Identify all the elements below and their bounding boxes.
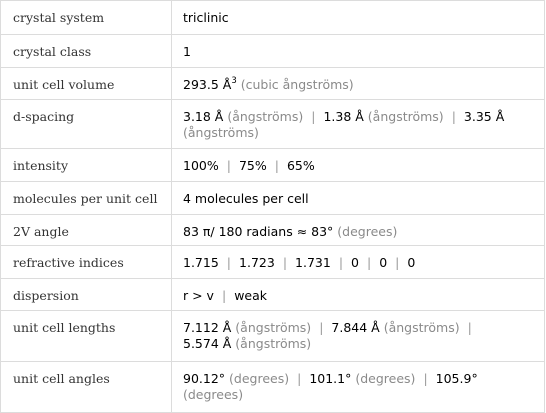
value-text: 293.5 Å [183, 77, 232, 92]
row-value: 4 molecules per cell [172, 182, 545, 215]
value-text: 0 [351, 255, 359, 270]
row-label: unit cell volume [1, 68, 172, 100]
separator: | [282, 255, 288, 270]
row-label: refractive indices [1, 246, 172, 279]
table-row [1, 311, 545, 362]
row-value [172, 311, 545, 362]
value-text: 1.715 [183, 255, 219, 270]
separator: | [395, 255, 400, 270]
table-row [1, 1, 545, 35]
value-text: 3.35 Å [463, 109, 505, 124]
separator: | [297, 371, 302, 386]
row-value: 1 [172, 35, 545, 68]
separator: | [221, 288, 227, 303]
separator: | [367, 255, 372, 270]
value-text: 1.38 Å [323, 109, 364, 124]
table-row [1, 246, 545, 279]
table-row [1, 68, 545, 100]
value-text: 0 [379, 255, 388, 270]
value-text: 7.844 Å [331, 320, 380, 335]
unit-text: (degrees) [183, 387, 244, 402]
unit-text: (degrees) [355, 371, 416, 386]
separator: | [319, 320, 324, 335]
table-row [1, 182, 545, 215]
unit-text: (ångströms) [235, 336, 312, 351]
value-text: 7.112 Å [183, 320, 232, 335]
table-row [1, 35, 545, 68]
unit-text: (degrees) [337, 224, 398, 239]
separator: | [226, 158, 231, 173]
unit-text: (degrees) [229, 371, 290, 386]
unit-text: (ångströms) [227, 109, 304, 124]
row-label: crystal class [1, 35, 172, 68]
row-value [172, 246, 545, 279]
value-text: weak [234, 288, 267, 303]
row-value [172, 279, 545, 311]
value-text: 1.723 [239, 255, 275, 270]
separator: | [467, 320, 472, 335]
value-text: r > v [183, 288, 214, 303]
row-label: d-spacing [1, 100, 172, 149]
unit-text: (ångströms) [367, 109, 444, 124]
separator: | [338, 255, 344, 270]
value-text: 100% [183, 158, 219, 173]
table-row [1, 362, 545, 413]
row-value [172, 362, 545, 413]
table-row [1, 149, 545, 182]
value-text: 0 [407, 255, 416, 270]
row-label: molecules per unit cell [1, 182, 172, 215]
row-label: unit cell angles [1, 362, 172, 413]
unit-text: (ångströms) [235, 320, 312, 335]
value-text: 65% [286, 158, 315, 173]
row-value [172, 149, 545, 182]
value-superscript: 3 [231, 75, 237, 86]
value-text: 90.12° [183, 371, 226, 386]
separator: | [311, 109, 316, 124]
separator: | [274, 158, 279, 173]
row-value [172, 68, 545, 100]
row-value [172, 100, 545, 149]
row-value [172, 215, 545, 246]
unit-text: (ångströms) [183, 125, 259, 140]
value-text: 5.574 Å [183, 336, 232, 351]
table-row [1, 279, 545, 311]
row-label: 2V angle [1, 215, 172, 246]
row-label: intensity [1, 149, 172, 182]
unit-text: (ångströms) [383, 320, 460, 335]
row-label: unit cell lengths [1, 311, 172, 362]
separator: | [451, 109, 456, 124]
unit-text: (cubic ångströms) [240, 77, 354, 92]
separator: | [226, 255, 232, 270]
table-row [1, 215, 545, 246]
value-text: 101.1° [309, 371, 352, 386]
value-text: 3.18 Å [183, 109, 224, 124]
value-text: 1.731 [295, 255, 331, 270]
row-label: crystal system [1, 1, 172, 35]
value-text: 83 π/ 180 radians ≈ 83° [183, 224, 334, 239]
value-text: 105.9° [435, 371, 478, 386]
row-value: triclinic [172, 1, 545, 35]
row-label: dispersion [1, 279, 172, 311]
separator: | [423, 371, 428, 386]
value-text: 75% [238, 158, 267, 173]
table-row [1, 100, 545, 149]
